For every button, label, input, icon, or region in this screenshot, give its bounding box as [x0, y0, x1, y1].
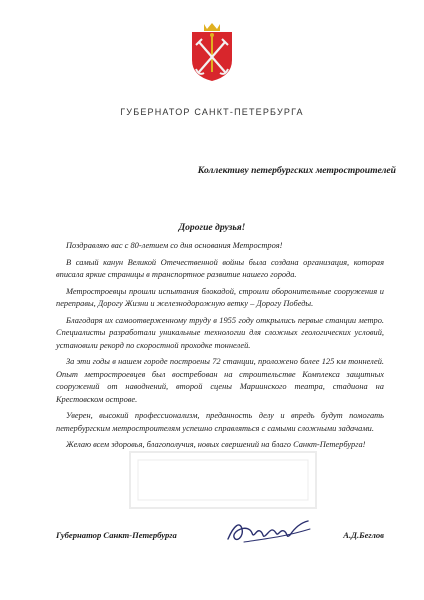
paragraph: В самый канун Великой Отечественной войны была создана организация, которая вписала яркие страницы в транспортное развитие нашего города.	[56, 257, 384, 279]
greeting: Дорогие друзья!	[178, 222, 246, 233]
addressee: Коллективу петербургских метростроителей	[197, 165, 396, 176]
paragraph: Уверен, высокий профессионализм, преданность делу и впредь будут помогать петербургским метростроителям успешно справляться с самыми сложными задачами.	[56, 411, 384, 433]
handwritten-signature	[224, 515, 314, 549]
signer-title: Губернатор Санкт-Петербурга	[56, 530, 177, 540]
letter-body	[56, 240, 384, 456]
paragraph: Поздравляю вас с 80-летием со дня основания Метростроя!	[66, 241, 283, 250]
signer-name: А.Д.Беглов	[343, 530, 384, 540]
st-petersburg-coat-of-arms-icon	[187, 22, 237, 82]
office-title: ГУБЕРНАТОР САНКТ-ПЕТЕРБУРГА	[120, 107, 304, 117]
paragraph: Благодаря их самоотверженному труду в 1955 году открылись первые станции метро. Специалисты разработали уникальные технологии для сложных геологических условий, установили рекорд по скоростной проходке тоннелей.	[56, 315, 384, 350]
stamp-watermark	[128, 450, 318, 510]
paragraph: За эти годы в нашем городе построены 72 станции, проложено более 125 км тоннелей. Опыт метростроевцев был востребован на строительстве Комплекса защитных сооружений от наводнений, второй сцены Мариинского театра, стадиона на Крестовском острове.	[56, 357, 384, 404]
paragraph: Желаю всем здоровья, благополучия, новых свершений на благо Санкт-Петербурга!	[66, 440, 366, 449]
paragraph: Метростроевцы прошли испытания блокадой, строили оборонительные сооружения и переправы, Дорогу Жизни и железнодорожную ветку – Дорогу Победы.	[56, 286, 384, 308]
signature-block	[56, 527, 384, 547]
